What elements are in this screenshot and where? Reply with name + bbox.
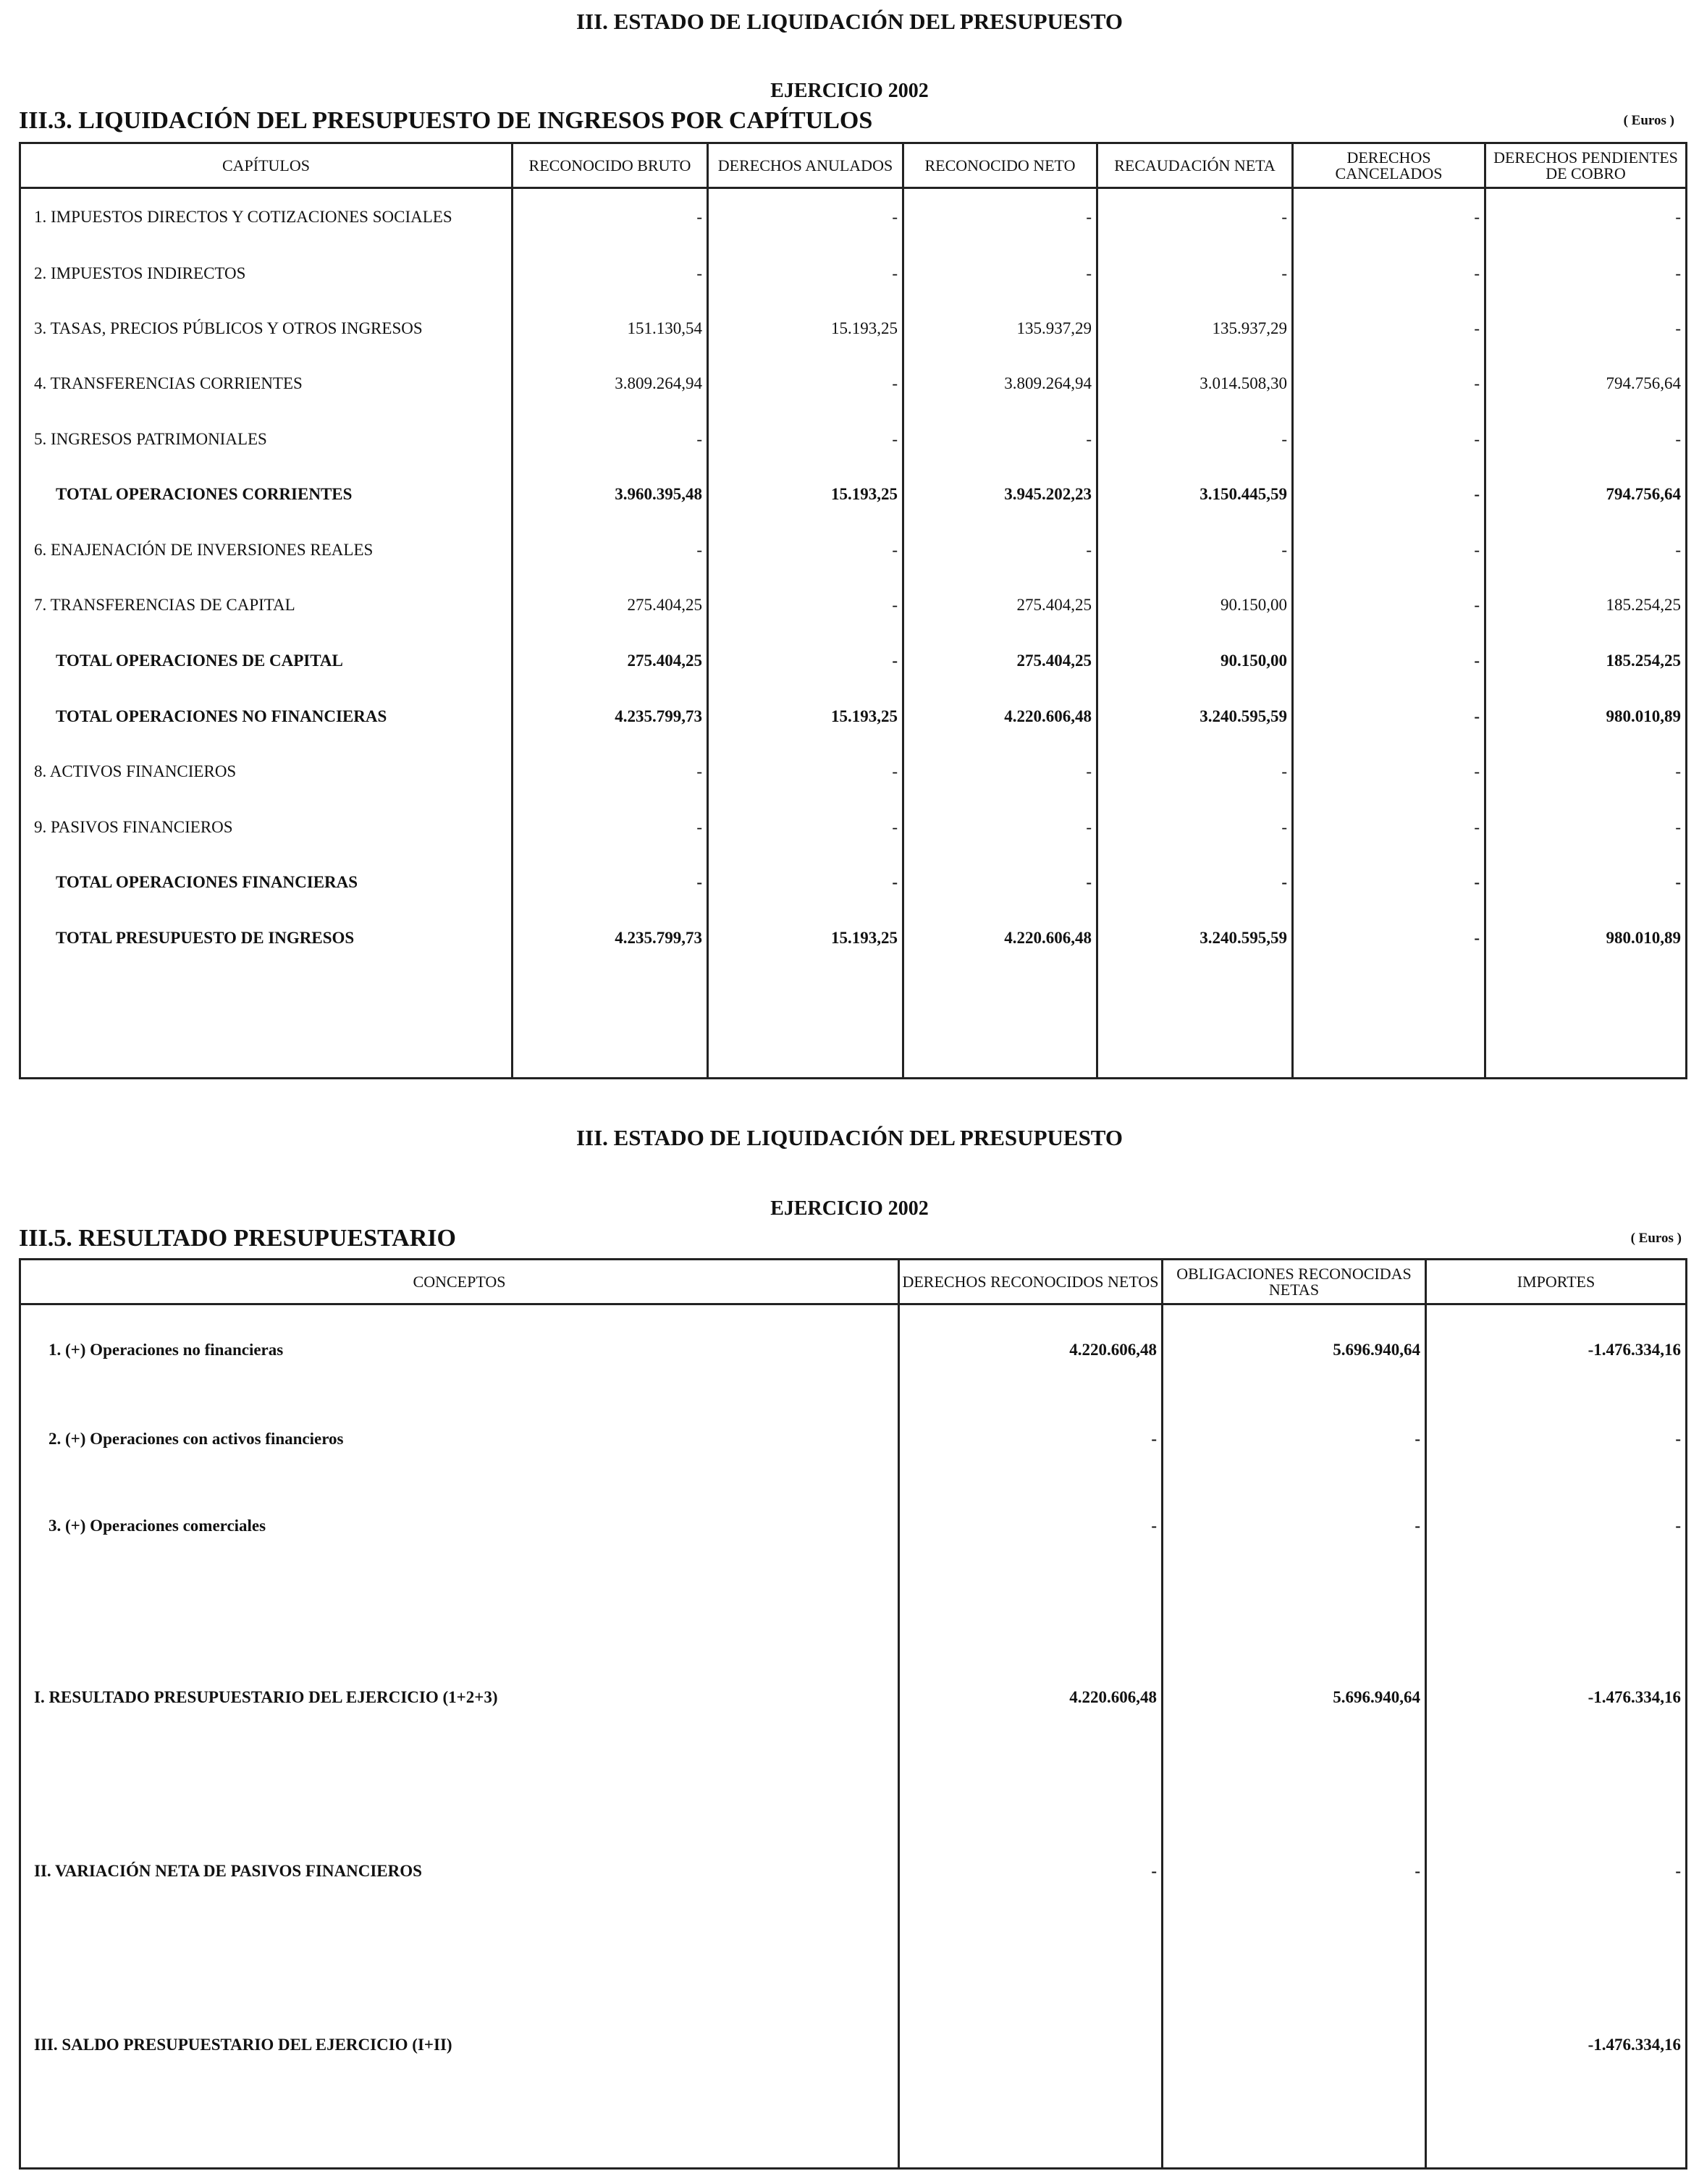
row-label: II. VARIACIÓN NETA DE PASIVOS FINANCIEROS <box>20 1743 899 1917</box>
cell-value: - <box>1097 800 1293 855</box>
cell-value: 3.809.264,94 <box>903 356 1097 412</box>
cell-value: - <box>1485 800 1687 855</box>
row-label: 2. IMPUESTOS INDIRECTOS <box>20 246 513 301</box>
cell-value: - <box>1426 1396 1687 1483</box>
cell-value: - <box>1097 246 1293 301</box>
cell-value: - <box>708 523 903 578</box>
cell-value: - <box>1293 744 1485 800</box>
cell-value: - <box>708 246 903 301</box>
cell-value: - <box>903 800 1097 855</box>
cell-value: - <box>1293 467 1485 523</box>
cell-value: -1.476.334,16 <box>1426 1569 1687 1743</box>
row-label: 9. PASIVOS FINANCIEROS <box>20 800 513 855</box>
row-label: 1. (+) Operaciones no financieras <box>20 1304 899 1396</box>
cell-value: - <box>1485 246 1687 301</box>
cell-value: 5.696.940,64 <box>1163 1304 1426 1396</box>
col-header-reconocido-bruto: RECONOCIDO BRUTO <box>513 143 708 188</box>
cell-value: - <box>513 800 708 855</box>
cell-value: -1.476.334,16 <box>1426 1917 1687 2091</box>
table-row <box>20 188 1687 246</box>
col-header-obligaciones-reconocidas: OBLIGACIONES RECONOCIDAS NETAS <box>1163 1260 1426 1304</box>
cell-value: - <box>708 356 903 412</box>
cell-value: 4.220.606,48 <box>903 911 1097 966</box>
ingresos-table <box>19 142 1687 1079</box>
cell-value: - <box>708 412 903 467</box>
cell-value: - <box>513 855 708 911</box>
cell-value: - <box>1485 188 1687 246</box>
cell-value: - <box>708 578 903 633</box>
col-header-pendientes-cobro: DERECHOS PENDIENTES DE COBRO <box>1485 143 1687 188</box>
cell-value: 151.130,54 <box>513 301 708 356</box>
cell-value: - <box>903 246 1097 301</box>
table-row <box>20 1743 1687 1917</box>
table-row <box>20 1917 1687 2091</box>
cell-value: - <box>1293 356 1485 412</box>
table-row <box>20 246 1687 301</box>
table-row-grand-total <box>20 911 1687 966</box>
cell-value: - <box>708 800 903 855</box>
cell-value: 794.756,64 <box>1485 467 1687 523</box>
row-label: TOTAL OPERACIONES DE CAPITAL <box>20 633 513 689</box>
resultado-table <box>19 1258 1687 2170</box>
table-row <box>20 412 1687 467</box>
cell-value: - <box>1485 523 1687 578</box>
col-header-derechos-anulados: DERECHOS ANULADOS <box>708 143 903 188</box>
cell-value: - <box>1293 800 1485 855</box>
cell-value: 15.193,25 <box>708 301 903 356</box>
cell-value: - <box>1426 1483 1687 1569</box>
table-row-total <box>20 855 1687 911</box>
cell-value: - <box>1426 1743 1687 1917</box>
cell-value: 3.809.264,94 <box>513 356 708 412</box>
cell-value: - <box>1485 301 1687 356</box>
cell-value: - <box>1163 1483 1426 1569</box>
cell-value: - <box>513 744 708 800</box>
cell-value: 4.235.799,73 <box>513 911 708 966</box>
row-label: 3. TASAS, PRECIOS PÚBLICOS Y OTROS INGRESOS <box>20 301 513 356</box>
cell-value: 275.404,25 <box>513 578 708 633</box>
cell-value: - <box>708 188 903 246</box>
col-header-capitulos: CAPÍTULOS <box>20 143 513 188</box>
main-title-2: III. ESTADO DE LIQUIDACIÓN DEL PRESUPUESTO <box>576 1125 1123 1150</box>
cell-value: - <box>1097 188 1293 246</box>
row-label: III. SALDO PRESUPUESTARIO DEL EJERCICIO (I+II) <box>20 1917 899 2091</box>
cell-value: - <box>903 855 1097 911</box>
row-label: 4. TRANSFERENCIAS CORRIENTES <box>20 356 513 412</box>
row-label: TOTAL OPERACIONES CORRIENTES <box>20 467 513 523</box>
cell-value: 3.014.508,30 <box>1097 356 1293 412</box>
cell-value: 980.010,89 <box>1485 689 1687 744</box>
cell-value: - <box>1293 412 1485 467</box>
cell-value: - <box>708 633 903 689</box>
row-label: 2. (+) Operaciones con activos financieros <box>20 1396 899 1483</box>
cell-value: - <box>903 412 1097 467</box>
section-title-ingresos: III.3. LIQUIDACIÓN DEL PRESUPUESTO DE INGRESOS POR CAPÍTULOS <box>19 107 873 134</box>
cell-value: 275.404,25 <box>903 633 1097 689</box>
col-header-derechos-reconocidos: DERECHOS RECONOCIDOS NETOS <box>899 1260 1163 1304</box>
table-row <box>20 1396 1687 1483</box>
table-row <box>20 1569 1687 1743</box>
cell-value: - <box>903 523 1097 578</box>
cell-value: 135.937,29 <box>903 301 1097 356</box>
table-header-row <box>20 143 1687 188</box>
cell-value: - <box>1293 855 1485 911</box>
col-header-recaudacion-neta: RECAUDACIÓN NETA <box>1097 143 1293 188</box>
cell-value: - <box>1293 633 1485 689</box>
cell-value: 185.254,25 <box>1485 633 1687 689</box>
cell-value: 3.150.445,59 <box>1097 467 1293 523</box>
cell-value: - <box>1097 744 1293 800</box>
cell-value: - <box>513 246 708 301</box>
col-header-importes: IMPORTES <box>1426 1260 1687 1304</box>
cell-value: 4.220.606,48 <box>899 1304 1163 1396</box>
row-label: 7. TRANSFERENCIAS DE CAPITAL <box>20 578 513 633</box>
table-row-empty <box>20 966 1687 1079</box>
cell-value: 90.150,00 <box>1097 633 1293 689</box>
unit-label-2: ( Euros ) <box>1630 1231 1682 1246</box>
table-row-total <box>20 467 1687 523</box>
year-label-1: EJERCICIO 2002 <box>770 80 929 102</box>
table-row-total <box>20 689 1687 744</box>
cell-value: - <box>513 412 708 467</box>
cell-value: 135.937,29 <box>1097 301 1293 356</box>
cell-value: - <box>1293 188 1485 246</box>
table-row-total <box>20 633 1687 689</box>
cell-value: - <box>708 744 903 800</box>
row-label: 8. ACTIVOS FINANCIEROS <box>20 744 513 800</box>
cell-value: - <box>1485 855 1687 911</box>
row-label: 5. INGRESOS PATRIMONIALES <box>20 412 513 467</box>
cell-value: - <box>1097 855 1293 911</box>
cell-value: - <box>1485 412 1687 467</box>
row-label: 6. ENAJENACIÓN DE INVERSIONES REALES <box>20 523 513 578</box>
year-label-2: EJERCICIO 2002 <box>770 1197 929 1220</box>
cell-value: - <box>1163 1396 1426 1483</box>
col-header-conceptos: CONCEPTOS <box>20 1260 899 1304</box>
cell-value: - <box>1293 911 1485 966</box>
cell-value: - <box>1163 1743 1426 1917</box>
cell-value: - <box>1293 523 1485 578</box>
table-header-row <box>20 1260 1687 1304</box>
row-label: TOTAL OPERACIONES NO FINANCIERAS <box>20 689 513 744</box>
section-title-resultado: III.5. RESULTADO PRESUPUESTARIO <box>19 1225 456 1252</box>
main-title-1: III. ESTADO DE LIQUIDACIÓN DEL PRESUPUESTO <box>576 9 1123 34</box>
cell-value: 4.220.606,48 <box>903 689 1097 744</box>
row-label: TOTAL OPERACIONES FINANCIERAS <box>20 855 513 911</box>
cell-value: 5.696.940,64 <box>1163 1569 1426 1743</box>
cell-value: 4.220.606,48 <box>899 1569 1163 1743</box>
cell-value: 185.254,25 <box>1485 578 1687 633</box>
cell-value: 275.404,25 <box>513 633 708 689</box>
table-row <box>20 1483 1687 1569</box>
cell-value: 15.193,25 <box>708 689 903 744</box>
table-row <box>20 800 1687 855</box>
cell-value: - <box>513 523 708 578</box>
row-label: 3. (+) Operaciones comerciales <box>20 1483 899 1569</box>
cell-value <box>899 1917 1163 2091</box>
row-label: I. RESULTADO PRESUPUESTARIO DEL EJERCICIO (1+2+3) <box>20 1569 899 1743</box>
table-row-empty <box>20 2091 1687 2169</box>
row-label: TOTAL PRESUPUESTO DE INGRESOS <box>20 911 513 966</box>
cell-value: 15.193,25 <box>708 467 903 523</box>
cell-value: 794.756,64 <box>1485 356 1687 412</box>
cell-value: - <box>1485 744 1687 800</box>
table-row <box>20 1304 1687 1396</box>
cell-value: - <box>899 1396 1163 1483</box>
row-label: 1. IMPUESTOS DIRECTOS Y COTIZACIONES SOCIALES <box>20 188 513 246</box>
cell-value: 3.960.395,48 <box>513 467 708 523</box>
cell-value: 3.240.595,59 <box>1097 911 1293 966</box>
cell-value: - <box>903 744 1097 800</box>
table-row <box>20 744 1687 800</box>
cell-value: 3.945.202,23 <box>903 467 1097 523</box>
cell-value: 15.193,25 <box>708 911 903 966</box>
unit-label-1: ( Euros ) <box>1623 113 1674 128</box>
cell-value: - <box>1097 523 1293 578</box>
cell-value: - <box>899 1483 1163 1569</box>
cell-value: - <box>903 188 1097 246</box>
cell-value: 3.240.595,59 <box>1097 689 1293 744</box>
cell-value: - <box>1293 689 1485 744</box>
col-header-derechos-cancelados: DERECHOS CANCELADOS <box>1293 143 1485 188</box>
cell-value: - <box>1293 246 1485 301</box>
cell-value: - <box>708 855 903 911</box>
cell-value: - <box>1293 578 1485 633</box>
cell-value: - <box>513 188 708 246</box>
table-row <box>20 356 1687 412</box>
cell-value: 4.235.799,73 <box>513 689 708 744</box>
cell-value: 980.010,89 <box>1485 911 1687 966</box>
cell-value: - <box>1097 412 1293 467</box>
cell-value: -1.476.334,16 <box>1426 1304 1687 1396</box>
cell-value: - <box>1293 301 1485 356</box>
cell-value: 90.150,00 <box>1097 578 1293 633</box>
table-row <box>20 578 1687 633</box>
col-header-reconocido-neto: RECONOCIDO NETO <box>903 143 1097 188</box>
cell-value: 275.404,25 <box>903 578 1097 633</box>
table-row <box>20 301 1687 356</box>
table-row <box>20 523 1687 578</box>
cell-value: - <box>899 1743 1163 1917</box>
cell-value <box>1163 1917 1426 2091</box>
